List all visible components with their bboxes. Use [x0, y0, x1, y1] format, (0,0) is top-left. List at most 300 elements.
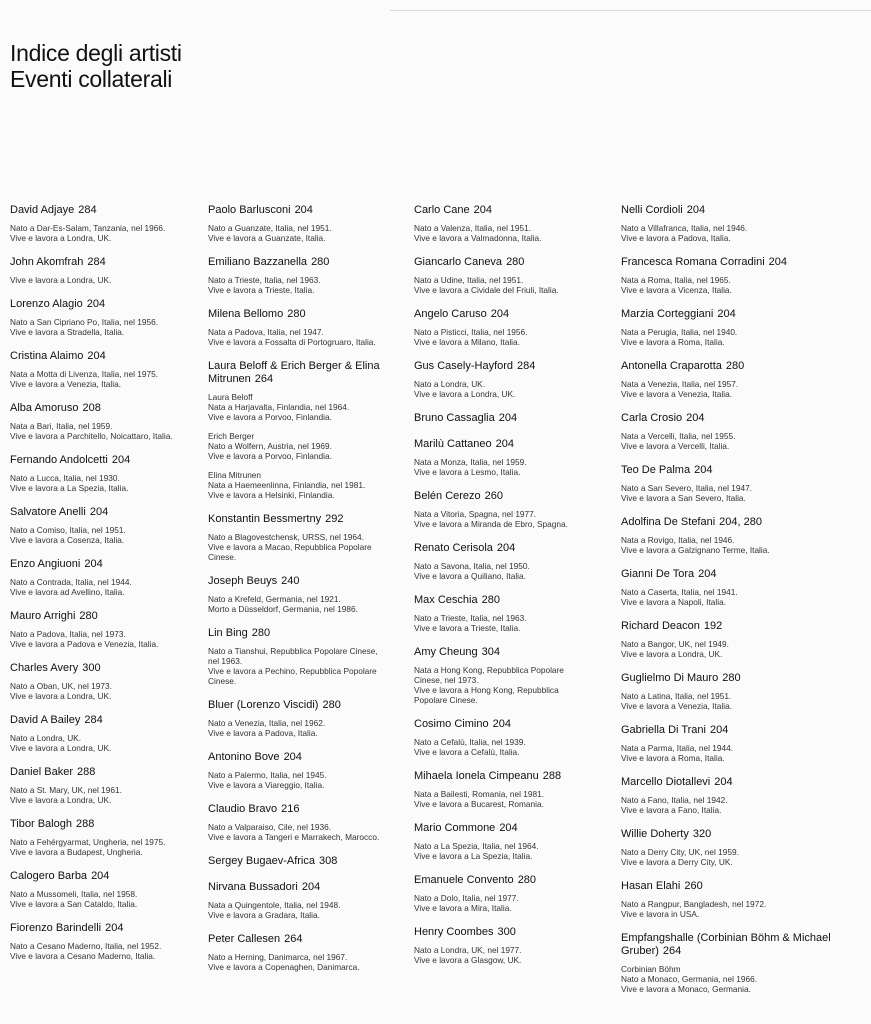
- bio-line: Nato a Udine, Italia, nel 1951.: [414, 275, 524, 285]
- bio-line: Nato a Bangor, UK, nel 1949.: [621, 639, 729, 649]
- bio-line: Nato a Wolfern, Austria, nel 1969.: [208, 441, 332, 451]
- artist-bio: [621, 327, 831, 347]
- bio-line: Nato a Contrada, Italia, nel 1944.: [10, 577, 132, 587]
- page-number: 204: [714, 776, 733, 788]
- bio-line: Vive e lavora a Pechino, Repubblica Popolare: [208, 666, 377, 676]
- artist-entry: [208, 881, 413, 920]
- artist-bio: [208, 770, 413, 790]
- artist-name: Hasan Elahi: [621, 880, 681, 892]
- artist-bio: [10, 785, 210, 805]
- artist-heading: [208, 575, 413, 588]
- page-number: 280: [287, 308, 306, 320]
- page-number: 280: [311, 256, 330, 268]
- bio-line: Vive e lavora a Padova, Italia.: [621, 233, 731, 243]
- artist-entry: [10, 662, 210, 701]
- artist-entry: [208, 575, 413, 614]
- artist-bio: [414, 275, 619, 295]
- artist-bio: [621, 431, 831, 451]
- bio-line: Nata a Perugia, Italia, nel 1940.: [621, 327, 738, 337]
- artist-name: Cosimo Cimino: [414, 718, 489, 730]
- artist-heading: [621, 204, 831, 217]
- artist-bio: [414, 737, 619, 757]
- page-number: 204: [105, 922, 124, 934]
- artist-heading: [621, 620, 831, 633]
- artist-name: Konstantin Bessmertny: [208, 513, 322, 525]
- bio-line: Nato a La Spezia, Italia, nel 1964.: [414, 841, 539, 851]
- page-number: 204: [473, 204, 492, 216]
- page-number: 204: [495, 438, 515, 450]
- artist-heading: [414, 926, 619, 939]
- page-number: 204: [686, 412, 705, 424]
- page-number: 204: [698, 568, 717, 580]
- bio-line: Vive e lavora a Macao, Repubblica Popolare: [208, 542, 372, 552]
- artist-heading: [414, 256, 619, 269]
- artist-name: Francesca Romana Corradini: [621, 256, 765, 268]
- artist-bio: [208, 327, 413, 347]
- artist-name: Nelli Cordioli: [621, 204, 683, 216]
- bio-line: Vive e lavora a Londra, UK.: [414, 389, 516, 399]
- artist-heading: [10, 506, 210, 519]
- artist-heading: [414, 646, 619, 659]
- page-number: 284: [87, 256, 106, 268]
- page-number: 204: [294, 204, 313, 216]
- artist-entry: [414, 412, 619, 425]
- artist-name: Calogero Barba: [10, 870, 88, 882]
- page-number: 280: [722, 672, 741, 684]
- artist-entry: [414, 770, 619, 809]
- page-number: 284: [84, 714, 103, 726]
- page-number: 240: [281, 575, 300, 587]
- artist-bio: [621, 743, 831, 763]
- page-number: 204: [301, 881, 321, 893]
- page-number: 204: [686, 204, 706, 216]
- artist-heading: [414, 204, 619, 217]
- bio-line: Vive e lavora a Cividale del Friuli, Italia.: [414, 285, 559, 295]
- bio-line: Nato a Venezia, Italia, nel 1962.: [208, 718, 326, 728]
- artist-heading: [10, 298, 210, 311]
- artist-entry: [10, 610, 210, 649]
- artist-bio: [10, 577, 210, 597]
- artist-name: Alba Amoruso: [10, 402, 79, 414]
- bio-line: Vive e lavora a San Cataldo, Italia.: [10, 899, 138, 909]
- index-column-2: [208, 204, 413, 985]
- artist-bio: [414, 789, 619, 809]
- page-number: 204: [87, 350, 106, 362]
- artist-entry: [10, 350, 210, 389]
- member-name: Erich Berger: [208, 431, 255, 441]
- artist-name: Lorenzo Alagio: [10, 298, 83, 310]
- artist-name: Gabriella Di Trani: [621, 724, 706, 736]
- top-rule: [390, 10, 871, 11]
- artist-heading: [10, 662, 210, 675]
- artist-bio: [414, 893, 619, 913]
- page-number: 204: [84, 558, 103, 570]
- artist-entry: [10, 766, 210, 805]
- artist-bio: [621, 795, 831, 815]
- page-title-line-1: Indice degli artisti: [10, 40, 182, 66]
- page-number: 280: [517, 874, 537, 886]
- artist-entry: [208, 855, 413, 868]
- page-number: 284: [517, 360, 536, 372]
- artist-name: Adolfina De Stefani: [621, 516, 716, 528]
- bio-line: Vive e lavora a Copenaghen, Danimarca.: [208, 962, 360, 972]
- artist-entry: [414, 438, 619, 477]
- artist-heading: [10, 766, 210, 779]
- artist-bio: [10, 369, 210, 389]
- artist-heading: [414, 718, 619, 731]
- bio-line: Nato a Londra, UK.: [10, 733, 82, 743]
- bio-line: Vive e lavora a Napoli, Italia.: [621, 597, 726, 607]
- bio-line: Vive e lavora a Trieste, Italia.: [208, 285, 315, 295]
- artist-bio: [621, 483, 831, 503]
- page-number: 308: [319, 855, 338, 867]
- artist-name: Antonino Bove: [208, 751, 280, 763]
- artist-entry: [621, 568, 831, 607]
- bio-line: Vive e lavora a Galzignano Terme, Italia.: [621, 545, 770, 555]
- artist-entry: [621, 932, 831, 994]
- artist-bio: [208, 718, 413, 738]
- artist-entry: [10, 818, 210, 857]
- bio-line: Nato a Herning, Danimarca, nel 1967.: [208, 952, 348, 962]
- artist-heading: [414, 874, 619, 887]
- artist-entry: [10, 714, 210, 753]
- artist-entry: [208, 308, 413, 347]
- page-number: 204: [283, 751, 302, 763]
- page-number: 320: [692, 828, 712, 840]
- bio-line: Vive e lavora ad Avellino, Italia.: [10, 587, 125, 597]
- artist-entry: [208, 933, 413, 972]
- artist-name: Renato Cerisola: [414, 542, 493, 554]
- bio-line: Nato a St. Mary, UK, nel 1961.: [10, 785, 122, 795]
- artist-bio: [414, 841, 619, 861]
- page-number: 280: [506, 256, 525, 268]
- artist-bio: [208, 952, 413, 972]
- artist-entry: [414, 256, 619, 295]
- bio-line: Vive e lavora a Cefalù, Italia.: [414, 747, 520, 757]
- bio-line: Nata a Harjavalta, Finlandia, nel 1964.: [208, 402, 350, 412]
- artist-bio: [621, 275, 831, 295]
- bio-line: Nato a Derry City, UK, nel 1959.: [621, 847, 739, 857]
- artist-entry: [10, 298, 210, 337]
- artist-heading: [208, 308, 413, 321]
- artist-heading: [621, 724, 831, 737]
- index-column-4: [621, 204, 831, 1007]
- artist-entry: [208, 699, 413, 738]
- artist-name: Max Ceschia: [414, 594, 478, 606]
- bio-line: Vive e lavora a La Spezia, Italia.: [414, 851, 533, 861]
- bio-line: Nata a Vitoria, Spagna, nel 1977.: [414, 509, 537, 519]
- bio-line: Vive e lavora a Vercelli, Italia.: [621, 441, 730, 451]
- artist-entry: [621, 412, 831, 451]
- bio-line: Nato a Villafranca, Italia, nel 1946.: [621, 223, 748, 233]
- bio-line: Nato a San Severo, Italia, nel 1947.: [621, 483, 752, 493]
- artist-bio: [10, 733, 210, 753]
- artist-entry: [414, 490, 619, 529]
- bio-line: Vive e lavora a Cesano Maderno, Italia.: [10, 951, 156, 961]
- artist-heading: [414, 770, 619, 783]
- artist-bio: [10, 837, 210, 857]
- bio-line: Nato a Trieste, Italia, nel 1963.: [414, 613, 527, 623]
- artist-entry: [208, 256, 413, 295]
- artist-heading: [621, 360, 831, 373]
- page-number: 260: [684, 880, 703, 892]
- bio-line: Nato a Padova, Italia, nel 1973.: [10, 629, 126, 639]
- page-number: 204: [490, 308, 510, 320]
- artist-name: Bluer (Lorenzo Viscidi): [208, 699, 319, 711]
- artist-bio: [10, 525, 210, 545]
- bio-line: Nato a Savona, Italia, nel 1950.: [414, 561, 530, 571]
- bio-line: Nato a Blagovestchensk, URSS, nel 1964.: [208, 532, 364, 542]
- bio-line: Vive e lavora a Trieste, Italia.: [414, 623, 521, 633]
- bio-line: Nata a Rovigo, Italia, nel 1946.: [621, 535, 735, 545]
- artist-name: Emanuele Convento: [414, 874, 514, 886]
- bio-line: Vive e lavora a Porvoo, Finlandia.: [208, 451, 332, 461]
- artist-name: Guglielmo Di Mauro: [621, 672, 719, 684]
- artist-name: Mario Commone: [414, 822, 496, 834]
- bio-line: Morto a Düsseldorf, Germania, nel 1986.: [208, 604, 358, 614]
- artist-entry: [621, 776, 831, 815]
- artist-entry: [414, 926, 619, 965]
- artist-bio: [621, 379, 831, 399]
- artist-bio: [208, 223, 413, 243]
- page-number: 204: [111, 454, 131, 466]
- artist-heading: [10, 714, 210, 727]
- bio-line: Vive e lavora a Guanzate, Italia.: [208, 233, 326, 243]
- bio-line: Vive e lavora a San Severo, Italia.: [621, 493, 746, 503]
- page-number: 300: [497, 926, 516, 938]
- artist-bio: [10, 889, 210, 909]
- page-number: 204: [498, 412, 518, 424]
- bio-line: Vive e lavora a Londra, UK.: [10, 275, 112, 285]
- bio-line: Vive e lavora a Hong Kong, Repubblica: [414, 685, 559, 695]
- artist-name: Antonella Craparotta: [621, 360, 722, 372]
- bio-line: Vive e lavora a Glasgow, UK.: [414, 955, 522, 965]
- page-number: 288: [75, 818, 95, 830]
- page-title: [10, 40, 182, 92]
- artist-bio: [208, 275, 413, 295]
- page-number: 280: [251, 627, 271, 639]
- artist-entry: [621, 308, 831, 347]
- bio-line: Vive e lavora a Bucarest, Romania.: [414, 799, 544, 809]
- bio-line: Nata a Venezia, Italia, nel 1957.: [621, 379, 739, 389]
- artist-heading: [414, 490, 619, 503]
- artist-bio: [10, 317, 210, 337]
- page-number: 216: [281, 803, 300, 815]
- artist-name: Laura Beloff & Erich Berger & Elina Mitrunen: [208, 360, 380, 385]
- artist-entry: [208, 360, 413, 500]
- artist-name: Empfangshalle (Corbinian Böhm & Michael Gruber): [621, 932, 831, 957]
- artist-heading: [208, 881, 413, 894]
- bio-line: Nata a Vercelli, Italia, nel 1955.: [621, 431, 736, 441]
- artist-entry: [414, 360, 619, 399]
- artist-bio: [621, 964, 831, 994]
- artist-name: Joseph Beuys: [208, 575, 278, 587]
- artist-bio: [414, 223, 619, 243]
- member-name: Elina Mitrunen: [208, 470, 262, 480]
- page-number: 264: [284, 933, 303, 945]
- artist-heading: [208, 699, 413, 712]
- bio-line: Nato a Fehérgyarmat, Ungheria, nel 1975.: [10, 837, 166, 847]
- artist-name: Enzo Angiuoni: [10, 558, 81, 570]
- artist-name: Charles Avery: [10, 662, 79, 674]
- page-number: 288: [542, 770, 562, 782]
- bio-line: Vive e lavora a Fano, Italia.: [621, 805, 722, 815]
- bio-line: Nato a Cefalù, Italia, nel 1939.: [414, 737, 526, 747]
- bio-line: Nato a Oban, UK, nel 1973.: [10, 681, 112, 691]
- artist-name: Carla Crosio: [621, 412, 683, 424]
- artist-entry: [621, 724, 831, 763]
- bio-line: Nato a Londra, UK, nel 1977.: [414, 945, 522, 955]
- artist-bio: [10, 681, 210, 701]
- bio-line: Vive e lavora a Viareggio, Italia.: [208, 780, 325, 790]
- artist-heading: [621, 256, 831, 269]
- artist-name: Claudio Bravo: [208, 803, 278, 815]
- artist-heading: [10, 350, 210, 363]
- artist-entry: [621, 516, 831, 555]
- page-number: 292: [325, 513, 344, 525]
- artist-name: Mihaela Ionela Cimpeanu: [414, 770, 539, 782]
- bio-line: Vive e lavora a Budapest, Ungheria.: [10, 847, 143, 857]
- bio-line: Vive e lavora a Fossalta di Portogruaro, Italia.: [208, 337, 376, 347]
- artist-heading: [414, 360, 619, 373]
- artist-name: Fernando Andolcetti: [10, 454, 108, 466]
- page-title-line-2: Eventi collaterali: [10, 66, 173, 92]
- artist-entry: [414, 594, 619, 633]
- artist-entry: [621, 828, 831, 867]
- artist-heading: [10, 870, 210, 883]
- bio-line: Nata a Bari, Italia, nel 1959.: [10, 421, 113, 431]
- page-number: 204: [717, 308, 736, 320]
- bio-line: Vive e lavora a Venezia, Italia.: [10, 379, 122, 389]
- artist-entry: [10, 506, 210, 545]
- artist-name: John Akomfrah: [10, 256, 84, 268]
- artist-heading: [208, 933, 413, 946]
- artist-bio: [621, 587, 831, 607]
- bio-line: Vive e lavora a Derry City, UK.: [621, 857, 733, 867]
- artist-bio: [414, 457, 619, 477]
- artist-entry: [621, 672, 831, 711]
- bio-line: Cinese.: [208, 552, 237, 562]
- artist-heading: [10, 610, 210, 623]
- page-number: 204: [768, 256, 788, 268]
- artist-name: Amy Cheung: [414, 646, 478, 658]
- artist-bio: [414, 509, 619, 529]
- bio-line: Vive e lavora a Venezia, Italia.: [621, 389, 733, 399]
- bio-line: Vive e lavora a Helsinki, Finlandia.: [208, 490, 335, 500]
- bio-line: Nata a Parma, Italia, nel 1944.: [621, 743, 734, 753]
- artist-name: Gus Casely-Hayford: [414, 360, 514, 372]
- bio-line: Vive e lavora a Tangeri e Marrakech, Marocco.: [208, 832, 380, 842]
- index-column-3: [414, 204, 619, 978]
- bio-line: Nato a Comiso, Italia, nel 1951.: [10, 525, 126, 535]
- artist-bio: [621, 847, 831, 867]
- artist-bio: [621, 899, 831, 919]
- page-number: 280: [725, 360, 745, 372]
- artist-name: Sergey Bugaev-Africa: [208, 855, 315, 867]
- artist-name: Bruno Cassaglia: [414, 412, 495, 424]
- artist-heading: [208, 803, 413, 816]
- bio-line: Nato a Mussomeli, Italia, nel 1958.: [10, 889, 138, 899]
- bio-line: Nato a Palermo, Italia, nel 1945.: [208, 770, 327, 780]
- page-number: 192: [703, 620, 723, 632]
- artist-bio: [621, 639, 831, 659]
- page-number: 204: [499, 822, 518, 834]
- index-column-1: [10, 204, 210, 974]
- bio-line: Nato a Pisticci, Italia, nel 1956.: [414, 327, 528, 337]
- artist-bio: [208, 532, 413, 562]
- artist-entry: [208, 803, 413, 842]
- artist-bio: [10, 629, 210, 649]
- artist-entry: [10, 402, 210, 441]
- artist-heading: [208, 627, 413, 640]
- artist-bio: [414, 945, 619, 965]
- artist-entry: [10, 454, 210, 493]
- artist-heading: [621, 464, 831, 477]
- artist-entry: [621, 360, 831, 399]
- artist-bio: [414, 327, 619, 347]
- artist-heading: [621, 932, 831, 958]
- bio-line: Vive e lavora a Mira, Italia.: [414, 903, 512, 913]
- bio-line: Vive e lavora a Padova e Venezia, Italia.: [10, 639, 159, 649]
- artist-heading: [10, 256, 210, 269]
- artist-heading: [10, 402, 210, 415]
- artist-entry: [414, 308, 619, 347]
- artist-heading: [414, 822, 619, 835]
- page-number: 204: [86, 298, 106, 310]
- bio-line: Vive e lavora a Miranda de Ebro, Spagna.: [414, 519, 568, 529]
- artist-name: Cristina Alaimo: [10, 350, 84, 362]
- artist-bio: [10, 473, 210, 493]
- artist-name: Willie Doherty: [621, 828, 689, 840]
- bio-line: Nata a Padova, Italia, nel 1947.: [208, 327, 324, 337]
- bio-line: Nata a Hong Kong, Repubblica Popolare: [414, 665, 564, 675]
- bio-line: Vive e lavora a Porvoo, Finlandia.: [208, 412, 332, 422]
- artist-entry: [10, 256, 210, 285]
- artist-entry: [10, 204, 210, 243]
- page-number: 208: [82, 402, 101, 414]
- artist-entry: [208, 627, 413, 686]
- artist-bio: [208, 594, 413, 614]
- bio-line: Nata a Quingentole, Italia, nel 1948.: [208, 900, 341, 910]
- bio-line: Vive e lavora a Londra, UK.: [10, 795, 112, 805]
- bio-line: Nato a Londra, UK.: [414, 379, 486, 389]
- artist-name: Belén Cerezo: [414, 490, 481, 502]
- bio-line: Nato a Valparaiso, Cile, nel 1936.: [208, 822, 331, 832]
- artist-entry: [414, 542, 619, 581]
- bio-line: Vive e lavora a Venezia, Italia.: [621, 701, 733, 711]
- bio-line: Nato a Rangpur, Bangladesh, nel 1972.: [621, 899, 767, 909]
- artist-name: Marilù Cattaneo: [414, 438, 492, 450]
- bio-line: nel 1963.: [208, 656, 243, 666]
- artist-heading: [414, 412, 619, 425]
- artist-name: Angelo Caruso: [414, 308, 487, 320]
- artist-name: David Adjaye: [10, 204, 75, 216]
- artist-entry: [621, 204, 831, 243]
- artist-heading: [621, 568, 831, 581]
- bio-line: Vive e lavora a Londra, UK.: [10, 691, 112, 701]
- artist-heading: [208, 751, 413, 764]
- artist-name: Daniel Baker: [10, 766, 73, 778]
- bio-line: Vive e lavora a Milano, Italia.: [414, 337, 520, 347]
- artist-bio: [208, 822, 413, 842]
- artist-name: Marcello Diotallevi: [621, 776, 711, 788]
- artist-entry: [208, 204, 413, 243]
- bio-line: Nato a Valenza, Italia, nel 1951.: [414, 223, 532, 233]
- artist-heading: [414, 308, 619, 321]
- artist-entry: [414, 646, 619, 705]
- page-number: 204, 280: [719, 516, 762, 528]
- artist-heading: [208, 855, 413, 868]
